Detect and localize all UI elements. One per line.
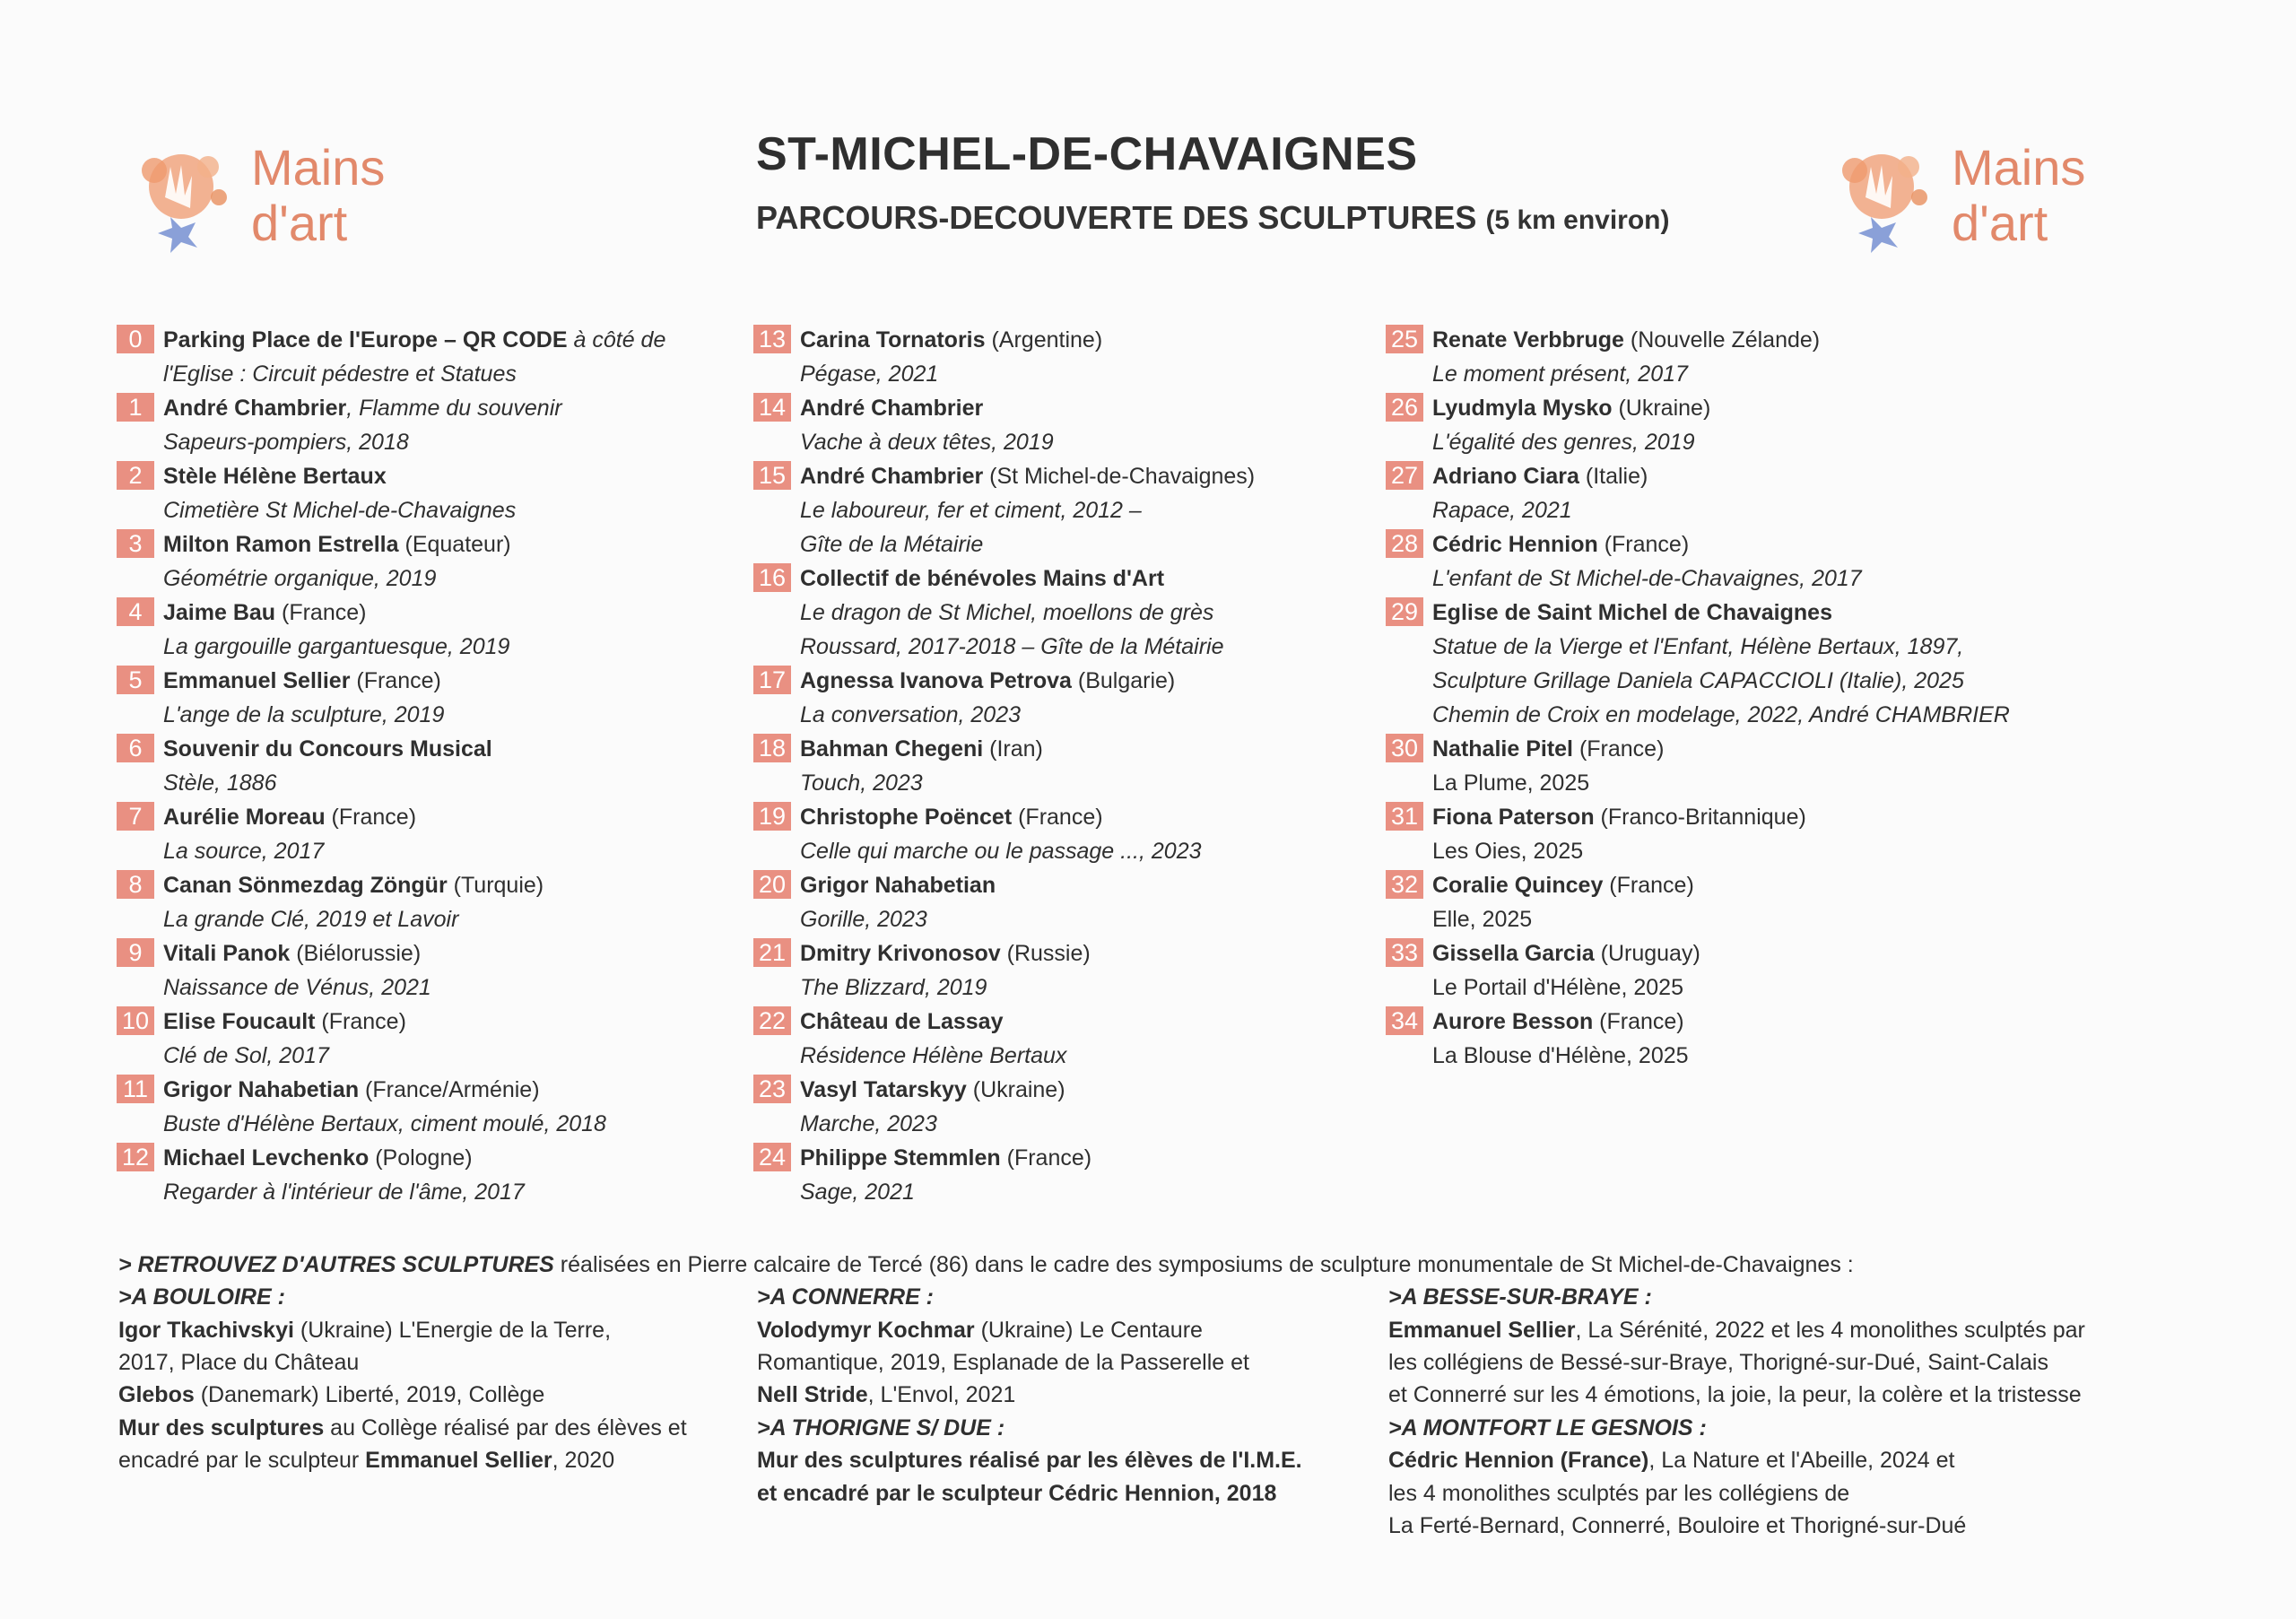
entry-origin: (Russie) bbox=[1000, 941, 1091, 966]
stop-number-badge: 18 bbox=[753, 734, 791, 762]
list-item bbox=[1386, 936, 2013, 1005]
entry-origin: (Ukraine) bbox=[1612, 396, 1711, 421]
stop-number-badge: 12 bbox=[117, 1143, 154, 1171]
entry-name: Grigor Nahabetian bbox=[163, 1077, 360, 1102]
entry-title-line bbox=[800, 1005, 1381, 1039]
entry-origin: (Nouvelle Zélande) bbox=[1623, 327, 1821, 353]
entry-work-line: La Blouse d'Hélène, 2025 bbox=[1432, 1043, 1689, 1068]
entry-name: Cédric Hennion bbox=[1432, 532, 1598, 557]
entry-origin: (Franco-Britannique) bbox=[1594, 805, 1806, 830]
entry-work-line: La source, 2017 bbox=[163, 839, 325, 864]
artist-name: Nell Stride bbox=[757, 1382, 868, 1407]
list-item bbox=[117, 596, 744, 664]
list-item bbox=[117, 323, 744, 391]
entry-work-line: La Plume, 2025 bbox=[1432, 770, 1590, 796]
entry-title-line bbox=[800, 868, 1381, 902]
list-item bbox=[753, 1141, 1381, 1209]
stop-number-badge: 15 bbox=[753, 461, 791, 490]
connerre-heading: >A CONNERRE : bbox=[757, 1284, 935, 1310]
stop-number-badge: 23 bbox=[753, 1075, 791, 1103]
entry-name: Emmanuel Sellier bbox=[163, 668, 351, 693]
connerre-line-3 bbox=[757, 1379, 1015, 1411]
stop-number-badge: 20 bbox=[753, 870, 791, 899]
thorigne-heading: >A THORIGNE S/ DUE : bbox=[757, 1415, 1005, 1441]
entry-work-line: Marche, 2023 bbox=[800, 1111, 937, 1136]
bouloire-line-5 bbox=[118, 1444, 614, 1476]
entry-title-line bbox=[800, 561, 1381, 596]
entry-origin: (Uruguay) bbox=[1594, 941, 1700, 966]
stop-number-badge: 19 bbox=[753, 802, 791, 831]
list-item bbox=[753, 800, 1381, 868]
stop-number-badge: 31 bbox=[1386, 802, 1423, 831]
page-subtitle bbox=[756, 199, 1670, 237]
artist-detail: , La Sérénité, 2022 et les 4 monolithes sculptés par bbox=[1575, 1318, 2085, 1343]
artist-name: Igor Tkachivskyi bbox=[118, 1318, 294, 1343]
list-item bbox=[117, 664, 744, 732]
list-item bbox=[117, 527, 744, 596]
entry-title-line bbox=[163, 868, 744, 902]
entry-work-line: The Blizzard, 2019 bbox=[800, 975, 987, 1000]
entry-origin: (Turquie) bbox=[447, 873, 544, 898]
list-item bbox=[1386, 459, 2013, 527]
stop-number-badge: 24 bbox=[753, 1143, 791, 1171]
entry-name: Agnessa Ivanova Petrova bbox=[800, 668, 1072, 693]
entry-title-line bbox=[163, 800, 744, 834]
entry-work-line: Sapeurs-pompiers, 2018 bbox=[163, 430, 409, 455]
entry-title-line bbox=[1432, 936, 2013, 971]
entry-work-line: Sage, 2021 bbox=[800, 1179, 915, 1205]
logo-line1: Mains bbox=[1952, 139, 2086, 196]
artist-name: Emmanuel Sellier bbox=[365, 1448, 552, 1473]
entry-name: Michael Levchenko bbox=[163, 1145, 370, 1171]
montfort-line-2: les 4 monolithes sculptés par les collégiens de bbox=[1388, 1481, 1850, 1506]
entry-origin: (France) bbox=[1597, 532, 1690, 557]
entry-work-line: La grande Clé, 2019 et Lavoir bbox=[163, 907, 459, 932]
stop-number-badge: 28 bbox=[1386, 529, 1423, 558]
artist-name: Emmanuel Sellier bbox=[1388, 1318, 1576, 1343]
list-item bbox=[753, 1073, 1381, 1141]
artist-detail: (Ukraine) L'Energie de la Terre, bbox=[293, 1318, 612, 1343]
besse-line-3: et Connerré sur les 4 émotions, la joie, la peur, la colère et la tristesse bbox=[1388, 1382, 2082, 1407]
entry-title-line bbox=[800, 323, 1381, 357]
list-item bbox=[753, 868, 1381, 936]
entry-title-line bbox=[1432, 391, 2013, 425]
entry-name: Parking Place de l'Europe bbox=[163, 327, 439, 353]
stop-number-badge: 3 bbox=[117, 529, 154, 558]
list-item bbox=[1386, 800, 2013, 868]
besse-line-1 bbox=[1388, 1314, 2085, 1346]
stop-number-badge: 11 bbox=[117, 1075, 154, 1103]
entry-work-line: Rapace, 2021 bbox=[1432, 498, 1572, 523]
list-item bbox=[753, 664, 1381, 732]
entry-name: Vasyl Tatarskyy bbox=[800, 1077, 967, 1102]
entry-work-line: Résidence Hélène Bertaux bbox=[800, 1043, 1067, 1068]
stop-number-badge: 2 bbox=[117, 461, 154, 490]
entry-name: Coralie Quincey bbox=[1432, 873, 1604, 898]
entry-name: Château de Lassay bbox=[800, 1009, 1004, 1034]
stop-number-badge: 27 bbox=[1386, 461, 1423, 490]
entry-title-line bbox=[800, 664, 1381, 698]
entry-title-line bbox=[163, 1141, 744, 1175]
entry-name: André Chambrier bbox=[800, 396, 984, 421]
entry-origin: (France/Arménie) bbox=[359, 1077, 540, 1102]
sculpture-list-column-3 bbox=[1386, 323, 2013, 1073]
entry-title-line bbox=[800, 936, 1381, 971]
bouloire-line-2: 2017, Place du Château bbox=[118, 1350, 360, 1375]
stop-number-badge: 34 bbox=[1386, 1006, 1423, 1035]
entry-name: Souvenir du Concours Musical bbox=[163, 736, 492, 762]
list-item bbox=[1386, 323, 2013, 391]
entry-origin: (St Michel-de-Chavaignes) bbox=[983, 464, 1256, 489]
artist-detail: , L'Envol, 2021 bbox=[867, 1382, 1016, 1407]
page-title: ST-MICHEL-DE-CHAVAIGNES bbox=[756, 128, 1418, 180]
list-item bbox=[117, 1141, 744, 1209]
entry-name: Lyudmyla Mysko bbox=[1432, 396, 1613, 421]
sculpture-list-column-2 bbox=[753, 323, 1381, 1209]
entry-title-line bbox=[1432, 732, 2013, 766]
entry-name: Renate Verbbruge bbox=[1432, 327, 1624, 353]
entry-work-line: Stèle, 1886 bbox=[163, 770, 277, 796]
list-item bbox=[1386, 732, 2013, 800]
entry-name: Elise Foucault bbox=[163, 1009, 316, 1034]
entry-work-line: Roussard, 2017-2018 – Gîte de la Métairie bbox=[800, 634, 1224, 659]
entry-title-line bbox=[1432, 800, 2013, 834]
entry-name: Aurélie Moreau bbox=[163, 805, 326, 830]
list-item bbox=[117, 868, 744, 936]
entry-work-line: Sculpture Grillage Daniela CAPACCIOLI (Italie), 2025 bbox=[1432, 668, 1964, 693]
entry-title-line bbox=[1432, 596, 2013, 630]
list-item bbox=[753, 459, 1381, 561]
intro-rest: réalisées en Pierre calcaire de Tercé (86) dans le cadre des symposiums de sculpture monumentale de St Michel-de-Chavaignes : bbox=[553, 1252, 1854, 1277]
entry-title-line bbox=[163, 323, 744, 357]
entry-work-line: Les Oies, 2025 bbox=[1432, 839, 1584, 864]
entry-name: Adriano Ciara bbox=[1432, 464, 1579, 489]
stop-number-badge: 21 bbox=[753, 938, 791, 967]
entry-title-line bbox=[163, 936, 744, 971]
entry-title-line bbox=[163, 664, 744, 698]
entry-origin: (France) bbox=[350, 668, 441, 693]
entry-work-line: Statue de la Vierge et l'Enfant, Hélène Bertaux, 1897, bbox=[1432, 634, 1964, 659]
list-item bbox=[1386, 391, 2013, 459]
thorigne-line-2: et encadré par le sculpteur Cédric Hennion, 2018 bbox=[757, 1481, 1277, 1506]
work-name: Mur des sculptures bbox=[118, 1415, 325, 1441]
list-item bbox=[1386, 1005, 2013, 1073]
entry-name: André Chambrier bbox=[800, 464, 984, 489]
entry-work-line: Touch, 2023 bbox=[800, 770, 923, 796]
logo-mains-dart-left bbox=[118, 135, 414, 256]
entry-work-line: Le moment présent, 2017 bbox=[1432, 361, 1688, 387]
list-item bbox=[117, 1005, 744, 1073]
hand-splash-icon bbox=[118, 135, 244, 256]
stop-number-badge: 10 bbox=[117, 1006, 154, 1035]
entry-title-line bbox=[163, 391, 744, 425]
montfort-line-3: La Ferté-Bernard, Connerré, Bouloire et Thorigné-sur-Dué bbox=[1388, 1513, 1967, 1538]
entry-work-line: Buste d'Hélène Bertaux, ciment moulé, 2018 bbox=[163, 1111, 606, 1136]
entry-name: Eglise de Saint Michel de Chavaignes bbox=[1432, 600, 1832, 625]
entry-origin: (France) bbox=[1573, 736, 1665, 762]
entry-title-line bbox=[1432, 323, 2013, 357]
entry-origin: (Equateur) bbox=[398, 532, 511, 557]
entry-title-line bbox=[163, 527, 744, 561]
bouloire-heading: >A BOULOIRE : bbox=[118, 1284, 285, 1310]
artist-detail: (Danemark) Liberté, 2019, Collège bbox=[194, 1382, 545, 1407]
stop-number-badge: 14 bbox=[753, 393, 791, 422]
logo-line2: d'art bbox=[251, 195, 348, 251]
entry-title-line bbox=[163, 1005, 744, 1039]
list-item bbox=[753, 391, 1381, 459]
entry-origin: (Iran) bbox=[983, 736, 1043, 762]
bouloire-line-4 bbox=[118, 1412, 687, 1444]
entry-work-line: Clé de Sol, 2017 bbox=[163, 1043, 329, 1068]
entry-origin: (France) bbox=[325, 805, 417, 830]
entry-origin: (Pologne) bbox=[369, 1145, 473, 1171]
entry-name: Gissella Garcia bbox=[1432, 941, 1595, 966]
logo-line2: d'art bbox=[1952, 195, 2048, 251]
entry-title-line bbox=[800, 1141, 1381, 1175]
sculpture-list-column-1 bbox=[117, 323, 744, 1209]
entry-name-extra: – QR CODE bbox=[438, 327, 568, 353]
entry-work-line: Géométrie organique, 2019 bbox=[163, 566, 437, 591]
list-item bbox=[117, 459, 744, 527]
besse-heading: >A BESSE-SUR-BRAYE : bbox=[1388, 1284, 1652, 1310]
entry-name: Grigor Nahabetian bbox=[800, 873, 996, 898]
artist-detail: , La Nature et l'Abeille, 2024 et bbox=[1648, 1448, 1955, 1473]
bouloire-line-3 bbox=[118, 1379, 544, 1411]
entry-origin: (France) bbox=[275, 600, 367, 625]
entry-origin: (Argentine) bbox=[985, 327, 1103, 353]
work-detail: au Collège réalisé par des élèves et bbox=[324, 1415, 687, 1441]
list-item bbox=[117, 732, 744, 800]
stop-number-badge: 16 bbox=[753, 563, 791, 592]
entry-name: Philippe Stemmlen bbox=[800, 1145, 1001, 1171]
stop-number-badge: 33 bbox=[1386, 938, 1423, 967]
stop-number-badge: 22 bbox=[753, 1006, 791, 1035]
entry-name: Carina Tornatoris bbox=[800, 327, 986, 353]
entry-work-line: Le laboureur, fer et ciment, 2012 – bbox=[800, 498, 1142, 523]
stop-number-badge: 8 bbox=[117, 870, 154, 899]
list-item bbox=[117, 1073, 744, 1141]
entry-name: Bahman Chegeni bbox=[800, 736, 984, 762]
work-detail: , 2020 bbox=[552, 1448, 615, 1473]
list-item bbox=[1386, 868, 2013, 936]
stop-number-badge: 1 bbox=[117, 393, 154, 422]
stop-number-badge: 6 bbox=[117, 734, 154, 762]
stop-number-badge: 9 bbox=[117, 938, 154, 967]
montfort-line-1 bbox=[1388, 1444, 1954, 1476]
entry-work-line: Chemin de Croix en modelage, 2022, André CHAMBRIER bbox=[1432, 702, 2010, 727]
besse-line-2: les collégiens de Bessé-sur-Braye, Thorigné-sur-Dué, Saint-Calais bbox=[1388, 1350, 2048, 1375]
entry-work-line: Pégase, 2021 bbox=[800, 361, 939, 387]
entry-work-line: La conversation, 2023 bbox=[800, 702, 1022, 727]
entry-work-line: Le dragon de St Michel, moellons de grès bbox=[800, 600, 1214, 625]
entry-origin: (Italie) bbox=[1578, 464, 1648, 489]
list-item bbox=[753, 936, 1381, 1005]
entry-name: Milton Ramon Estrella bbox=[163, 532, 399, 557]
entry-work-line: Elle, 2025 bbox=[1432, 907, 1533, 932]
artist-detail: (Ukraine) Le Centaure bbox=[974, 1318, 1203, 1343]
artist-name: Volodymyr Kochmar bbox=[757, 1318, 975, 1343]
entry-work-line: La gargouille gargantuesque, 2019 bbox=[163, 634, 510, 659]
stop-number-badge: 30 bbox=[1386, 734, 1423, 762]
entry-work-line: Gîte de la Métairie bbox=[800, 532, 984, 557]
entry-name: Dmitry Krivonosov bbox=[800, 941, 1001, 966]
connerre-line-2: Romantique, 2019, Esplanade de la Passerelle et bbox=[757, 1350, 1249, 1375]
entry-origin: (Biélorussie) bbox=[290, 941, 422, 966]
logo-mains-dart-right bbox=[1819, 135, 2115, 256]
artist-name: Cédric Hennion (France) bbox=[1388, 1448, 1649, 1473]
entry-name: Christophe Poëncet bbox=[800, 805, 1013, 830]
entry-work-line: L'ange de la sculpture, 2019 bbox=[163, 702, 445, 727]
entry-name: Fiona Paterson bbox=[1432, 805, 1595, 830]
entry-work-line: Naissance de Vénus, 2021 bbox=[163, 975, 431, 1000]
list-item bbox=[753, 732, 1381, 800]
entry-work-line: Celle qui marche ou le passage ..., 2023 bbox=[800, 839, 1202, 864]
entry-name: Stèle Hélène Bertaux bbox=[163, 464, 387, 489]
other-sculptures-intro bbox=[118, 1249, 1854, 1281]
hand-splash-icon bbox=[1819, 135, 1944, 256]
entry-title-line bbox=[1432, 459, 2013, 493]
entry-title-line bbox=[163, 459, 744, 493]
logo-line1: Mains bbox=[251, 139, 386, 196]
entry-title-line bbox=[800, 1073, 1381, 1107]
list-item bbox=[753, 561, 1381, 664]
entry-origin: (Ukraine) bbox=[966, 1077, 1065, 1102]
entry-work-line: L'égalité des genres, 2019 bbox=[1432, 430, 1695, 455]
entry-work-line: Gorille, 2023 bbox=[800, 907, 927, 932]
entry-origin: (France) bbox=[1012, 805, 1103, 830]
entry-work-line: Regarder à l'intérieur de l'âme, 2017 bbox=[163, 1179, 525, 1205]
entry-name: André Chambrier bbox=[163, 396, 347, 421]
entry-name: Collectif de bénévoles Mains d'Art bbox=[800, 566, 1165, 591]
entry-origin: (France) bbox=[1000, 1145, 1092, 1171]
bouloire-line-1 bbox=[118, 1314, 611, 1346]
entry-title-line bbox=[1432, 868, 2013, 902]
stop-number-badge: 17 bbox=[753, 666, 791, 694]
entry-name: Vitali Panok bbox=[163, 941, 291, 966]
entry-work-line: L'enfant de St Michel-de-Chavaignes, 2017 bbox=[1432, 566, 1862, 591]
subtitle-text: PARCOURS-DECOUVERTE DES SCULPTURES bbox=[756, 199, 1477, 236]
entry-title-line bbox=[800, 459, 1381, 493]
entry-title-tail: , Flamme du souvenir bbox=[346, 396, 562, 421]
stop-number-badge: 29 bbox=[1386, 597, 1423, 626]
stop-number-badge: 25 bbox=[1386, 325, 1423, 353]
list-item bbox=[117, 800, 744, 868]
stop-number-badge: 26 bbox=[1386, 393, 1423, 422]
entry-name: Aurore Besson bbox=[1432, 1009, 1594, 1034]
entry-title-line bbox=[800, 732, 1381, 766]
montfort-heading: >A MONTFORT LE GESNOIS : bbox=[1388, 1415, 1707, 1441]
entry-title-tail: à côté de bbox=[567, 327, 666, 353]
stop-number-badge: 7 bbox=[117, 802, 154, 831]
list-item bbox=[117, 936, 744, 1005]
entry-title-line bbox=[800, 800, 1381, 834]
entry-title-line bbox=[163, 732, 744, 766]
subtitle-note: (5 km environ) bbox=[1485, 205, 1670, 235]
entry-title-line bbox=[163, 596, 744, 630]
entry-origin: (France) bbox=[1603, 873, 1694, 898]
connerre-line-1 bbox=[757, 1314, 1203, 1346]
entry-work-line: Le Portail d'Hélène, 2025 bbox=[1432, 975, 1683, 1000]
stop-number-badge: 5 bbox=[117, 666, 154, 694]
entry-name: Nathalie Pitel bbox=[1432, 736, 1573, 762]
stop-number-badge: 4 bbox=[117, 597, 154, 626]
list-item bbox=[1386, 596, 2013, 732]
entry-origin: (France) bbox=[1593, 1009, 1684, 1034]
stop-number-badge: 32 bbox=[1386, 870, 1423, 899]
entry-title-line bbox=[1432, 1005, 2013, 1039]
entry-title-line bbox=[800, 391, 1381, 425]
list-item bbox=[753, 323, 1381, 391]
list-item bbox=[753, 1005, 1381, 1073]
stop-number-badge: 13 bbox=[753, 325, 791, 353]
thorigne-line-1: Mur des sculptures réalisé par les élèves de l'I.M.E. bbox=[757, 1448, 1302, 1473]
entry-title-line bbox=[1432, 527, 2013, 561]
entry-work-line: Cimetière St Michel-de-Chavaignes bbox=[163, 498, 517, 523]
intro-bold: > RETROUVEZ D'AUTRES SCULPTURES bbox=[118, 1252, 554, 1277]
list-item bbox=[117, 391, 744, 459]
entry-name: Jaime Bau bbox=[163, 600, 276, 625]
entry-work-line: Vache à deux têtes, 2019 bbox=[800, 430, 1054, 455]
entry-work-line: l'Eglise : Circuit pédestre et Statues bbox=[163, 361, 517, 387]
work-detail: encadré par le sculpteur bbox=[118, 1448, 366, 1473]
list-item bbox=[1386, 527, 2013, 596]
entry-title-line bbox=[163, 1073, 744, 1107]
entry-origin: (France) bbox=[315, 1009, 406, 1034]
entry-name: Canan Sönmezdag Zöngür bbox=[163, 873, 448, 898]
stop-number-badge: 0 bbox=[117, 325, 154, 353]
artist-name: Glebos bbox=[118, 1382, 195, 1407]
entry-origin: (Bulgarie) bbox=[1071, 668, 1176, 693]
